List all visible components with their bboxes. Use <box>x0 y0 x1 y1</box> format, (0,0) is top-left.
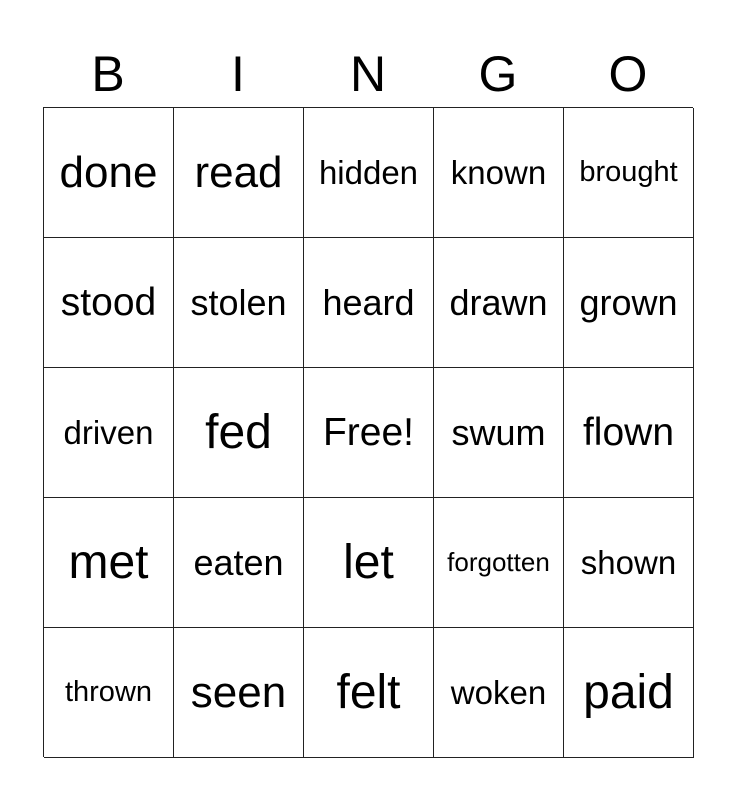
bingo-cell-r5-c2[interactable]: seen <box>174 628 304 758</box>
bingo-cell-r5-c4[interactable]: woken <box>434 628 564 758</box>
bingo-cell-r1-c1[interactable]: done <box>44 108 174 238</box>
bingo-cell-r3-c2[interactable]: fed <box>174 368 304 498</box>
bingo-cell-r2-c4[interactable]: drawn <box>434 238 564 368</box>
bingo-cell-r2-c5[interactable]: grown <box>564 238 694 368</box>
bingo-cell-r2-c1[interactable]: stood <box>44 238 174 368</box>
bingo-cell-r4-c3[interactable]: let <box>304 498 434 628</box>
bingo-cell-r2-c2[interactable]: stolen <box>174 238 304 368</box>
bingo-board <box>43 107 693 757</box>
bingo-cell-r2-c3[interactable]: heard <box>304 238 434 368</box>
bingo-cell-r1-c3[interactable]: hidden <box>304 108 434 238</box>
bingo-cell-r1-c4[interactable]: known <box>434 108 564 238</box>
bingo-cell-r1-c5[interactable]: brought <box>564 108 694 238</box>
header-letter-b: B <box>91 46 125 102</box>
bingo-cell-r5-c5[interactable]: paid <box>564 628 694 758</box>
bingo-header <box>43 42 693 106</box>
header-letter-i: I <box>231 46 245 102</box>
bingo-cell-r5-c3[interactable]: felt <box>304 628 434 758</box>
bingo-cell-r3-c5[interactable]: flown <box>564 368 694 498</box>
bingo-cell-r1-c2[interactable]: read <box>174 108 304 238</box>
bingo-cell-r3-c3-free[interactable]: Free! <box>304 368 434 498</box>
header-letter-o: O <box>608 46 648 102</box>
bingo-cell-r3-c4[interactable]: swum <box>434 368 564 498</box>
bingo-cell-r5-c1[interactable]: thrown <box>44 628 174 758</box>
bingo-cell-r4-c1[interactable]: met <box>44 498 174 628</box>
bingo-cell-r4-c5[interactable]: shown <box>564 498 694 628</box>
bingo-cell-r3-c1[interactable]: driven <box>44 368 174 498</box>
bingo-cell-r4-c2[interactable]: eaten <box>174 498 304 628</box>
bingo-cell-r4-c4[interactable]: forgotten <box>434 498 564 628</box>
header-letter-g: G <box>478 46 518 102</box>
header-letter-n: N <box>349 46 387 102</box>
